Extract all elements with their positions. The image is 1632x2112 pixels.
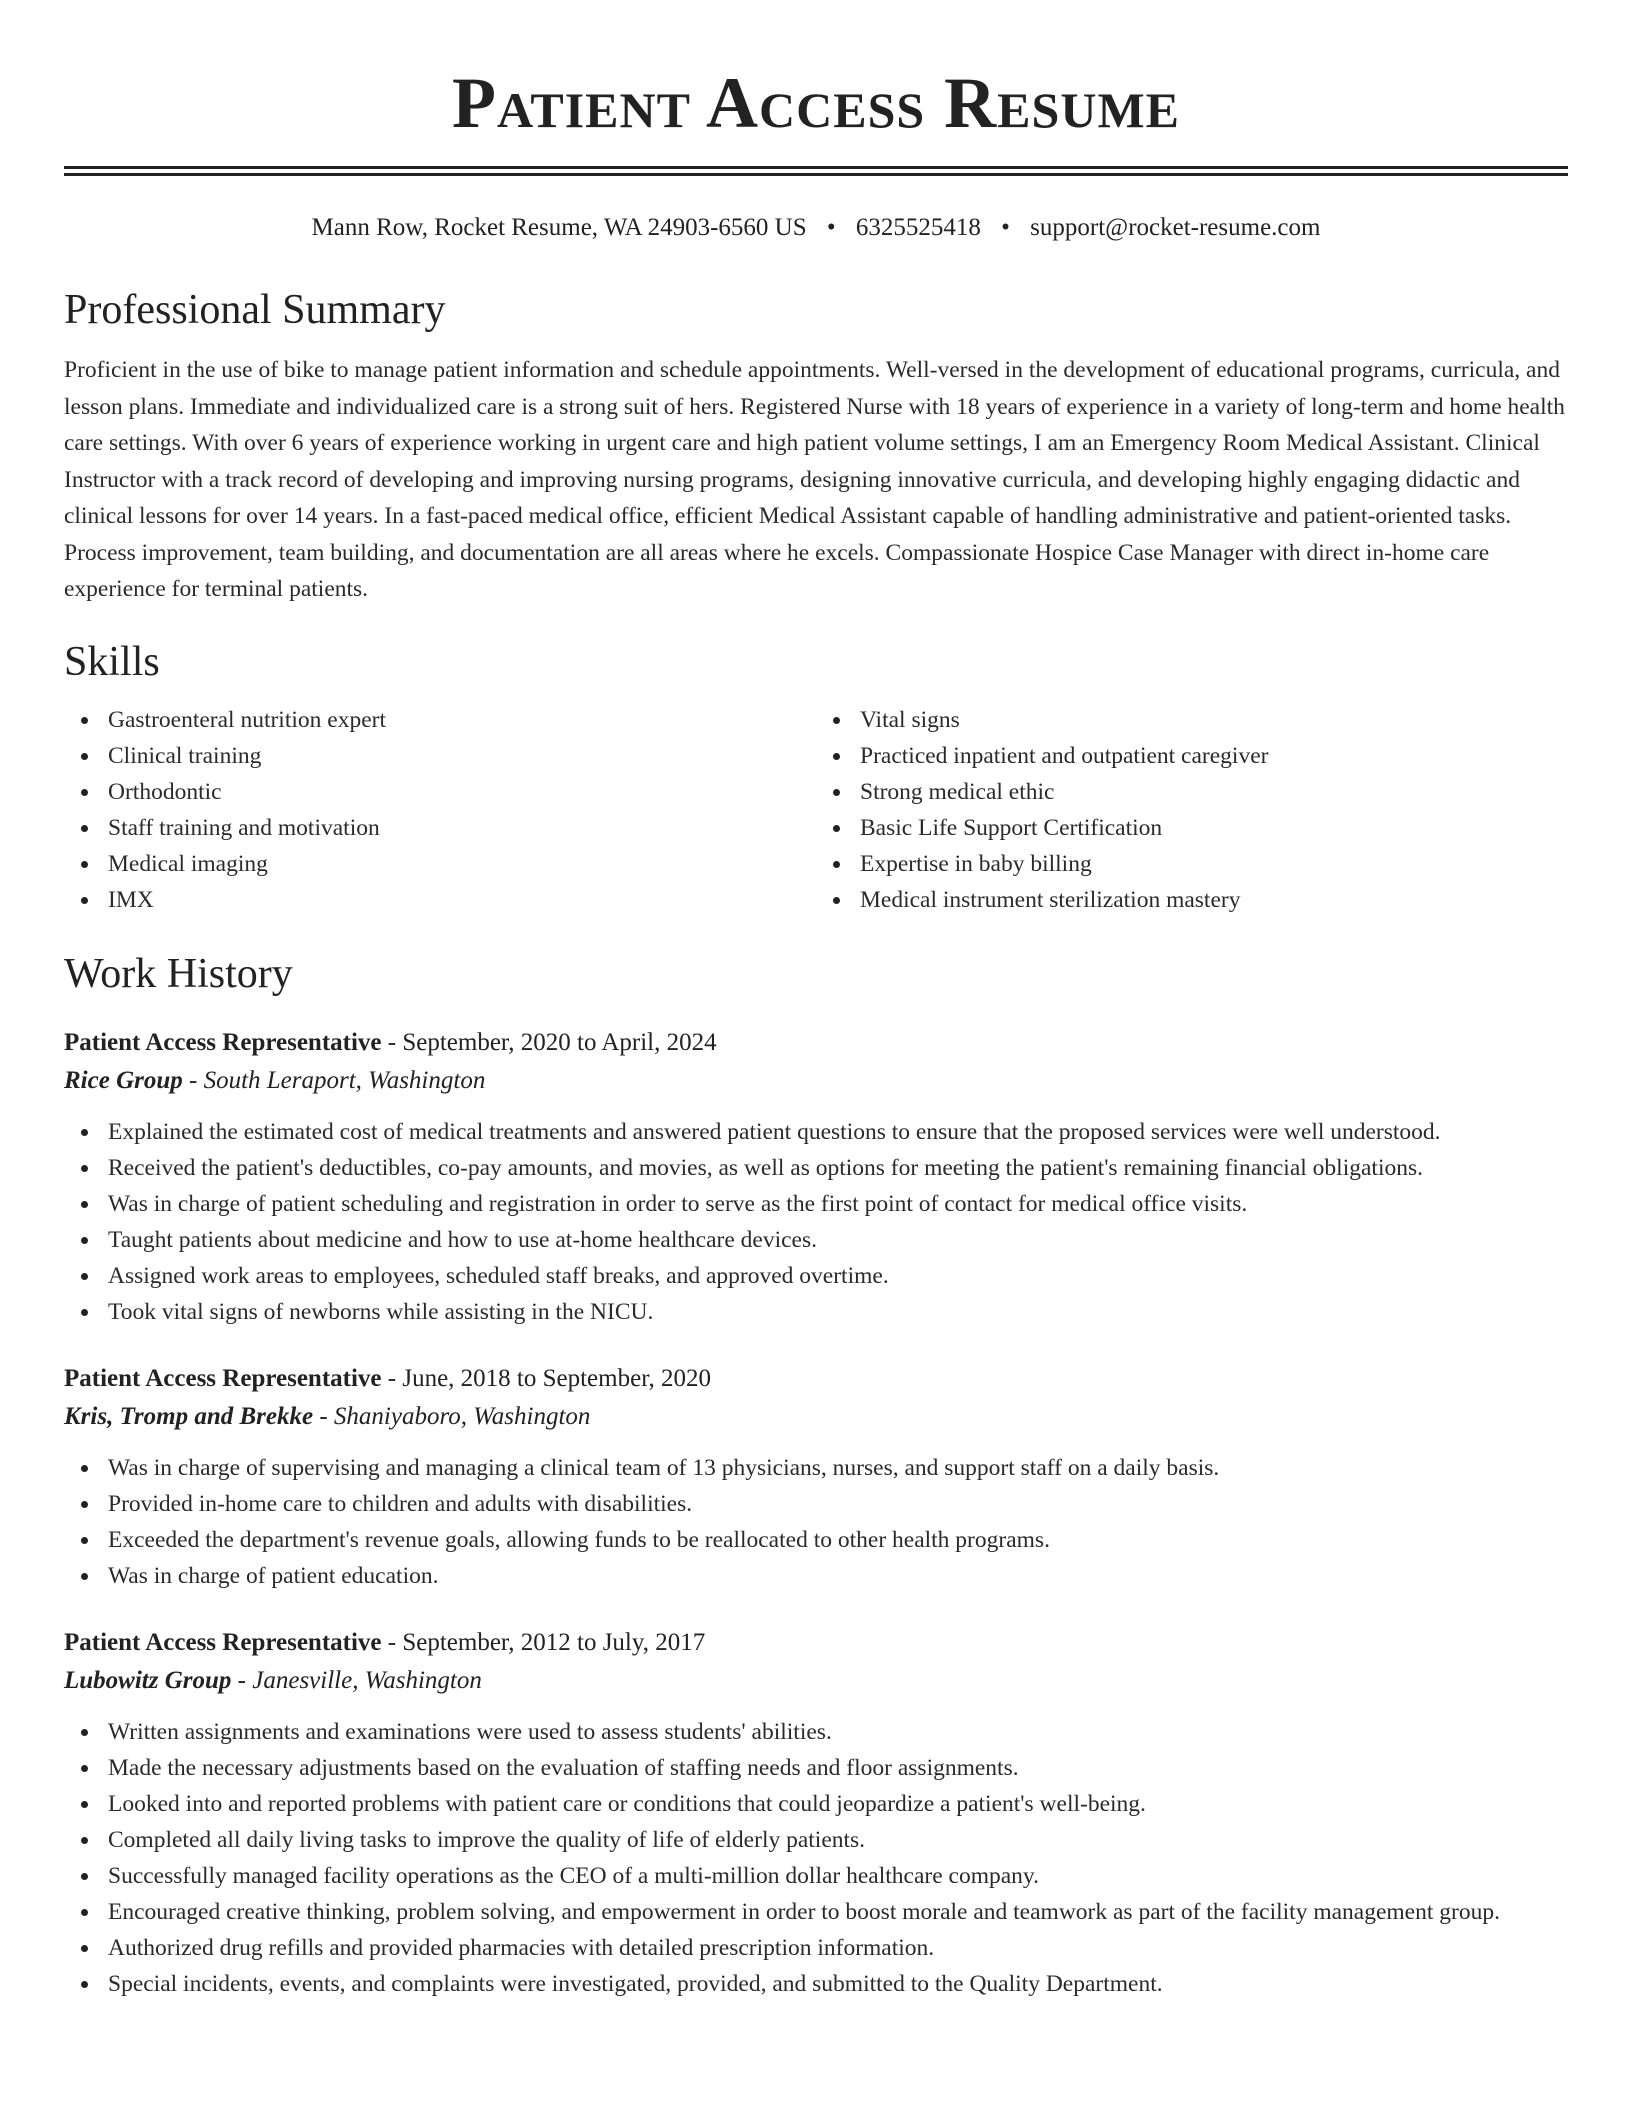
skill-item: Basic Life Support Certification (816, 810, 1568, 846)
skill-item: Medical imaging (64, 846, 816, 882)
employer-line (64, 1662, 1568, 1700)
job-bullet: Encouraged creative thinking, problem solving, and empowerment in order to boost morale and teamwork as part of the facility management group. (64, 1894, 1568, 1930)
job-bullet: Completed all daily living tasks to improve the quality of life of elderly patients. (64, 1822, 1568, 1858)
employer-name: Lubowitz Group (64, 1666, 232, 1694)
job-bullets (64, 1450, 1568, 1594)
skill-item: Vital signs (816, 702, 1568, 738)
job-bullets (64, 1714, 1568, 2002)
job-bullet: Special incidents, events, and complaints were investigated, provided, and submitted to the Quality Department. (64, 1966, 1568, 2002)
employer-line (64, 1062, 1568, 1100)
job-bullet: Was in charge of patient scheduling and registration in order to serve as the first point of contact for medical office visits. (64, 1186, 1568, 1222)
contact-line (64, 212, 1568, 244)
job-bullet: Made the necessary adjustments based on the evaluation of staffing needs and floor assignments. (64, 1750, 1568, 1786)
resume-title: Patient Access Resume (451, 63, 1180, 143)
employer-line (64, 1398, 1568, 1436)
skills-columns (64, 702, 1568, 918)
skill-item: Strong medical ethic (816, 774, 1568, 810)
title-double-rule (64, 166, 1568, 176)
job-dates: - September, 2012 to July, 2017 (381, 1628, 706, 1656)
employer-location: - Janesville, Washington (231, 1666, 482, 1694)
job-bullet: Received the patient's deductibles, co-pay amounts, and movies, as well as options for meeting the patient's remaining financial obligations. (64, 1150, 1568, 1186)
job-title-line (64, 1360, 1568, 1398)
summary-text: Proficient in the use of bike to manage patient information and schedule appointments. Well-versed in the development of educational programs, curricula, and lesson plans. Immediate and individualized care is a strong suit of hers. Registered Nurse with 18 years of experience in a variety of long-term and home health care settings. With over 6 years of experience working in urgent care and high patient volume settings, I am an Emergency Room Medical Assistant. Clinical Instructor with a track record of developing and improving nursing programs, designing innovative curricula, and developing highly engaging didactic and clinical lessons for over 14 years. In a fast-paced medical office, efficient Medical Assistant capable of handling administrative and patient-oriented tasks. Process improvement, team building, and documentation are all areas where he excels. Compassionate Hospice Case Manager with direct in-home care experience for terminal patients. (64, 357, 1565, 602)
skills-left-list (64, 702, 816, 918)
skill-item: Practiced inpatient and outpatient caregiver (816, 738, 1568, 774)
job-entry (64, 1360, 1568, 1594)
job-bullet: Assigned work areas to employees, scheduled staff breaks, and approved overtime. (64, 1258, 1568, 1294)
employer-location: - Shaniyaboro, Washington (313, 1402, 591, 1430)
contact-separator: • (826, 214, 836, 241)
skill-item: Orthodontic (64, 774, 816, 810)
job-title: Patient Access Representative (64, 1628, 382, 1656)
contact-separator: • (1001, 214, 1010, 241)
contact-email: support@rocket-resume.com (1030, 214, 1321, 241)
job-bullet: Exceeded the department's revenue goals, allowing funds to be reallocated to other health programs. (64, 1522, 1568, 1558)
employer-location: - South Leraport, Washington (182, 1066, 486, 1094)
job-title-line (64, 1024, 1568, 1062)
employer-name: Kris, Tromp and Brekke (64, 1402, 314, 1430)
skill-item: Staff training and motivation (64, 810, 816, 846)
job-title-line (64, 1624, 1568, 1662)
job-title: Patient Access Representative (64, 1028, 382, 1056)
job-bullet: Took vital signs of newborns while assisting in the NICU. (64, 1294, 1568, 1330)
job-entry (64, 1624, 1568, 2002)
job-bullet: Taught patients about medicine and how to use at-home healthcare devices. (64, 1222, 1568, 1258)
job-dates: - September, 2020 to April, 2024 (381, 1028, 717, 1056)
job-bullet: Successfully managed facility operations as the CEO of a multi-million dollar healthcare company. (64, 1858, 1568, 1894)
skills-right-list (816, 702, 1568, 918)
contact-address: Mann Row, Rocket Resume, WA 24903-6560 US (311, 214, 807, 241)
employer-name: Rice Group (64, 1066, 183, 1094)
skill-item: Expertise in baby billing (816, 846, 1568, 882)
skill-item: Clinical training (64, 738, 816, 774)
skill-item: Medical instrument sterilization mastery (816, 882, 1568, 918)
job-bullet: Looked into and reported problems with patient care or conditions that could jeopardize a patient's well-being. (64, 1786, 1568, 1822)
job-bullet: Provided in-home care to children and adults with disabilities. (64, 1486, 1568, 1522)
skill-item: Gastroenteral nutrition expert (64, 702, 816, 738)
skills-heading: Skills (64, 638, 160, 685)
work-history-heading: Work History (64, 950, 293, 997)
job-bullet: Was in charge of patient education. (64, 1558, 1568, 1594)
contact-phone: 6325525418 (855, 214, 981, 241)
job-bullet: Was in charge of supervising and managing a clinical team of 13 physicians, nurses, and support staff on a daily basis. (64, 1450, 1568, 1486)
job-entry (64, 1024, 1568, 1330)
job-title: Patient Access Representative (64, 1364, 382, 1392)
job-dates: - June, 2018 to September, 2020 (381, 1364, 712, 1392)
job-bullets (64, 1114, 1568, 1330)
job-bullet: Explained the estimated cost of medical treatments and answered patient questions to ensure that the proposed services were well understood. (64, 1114, 1568, 1150)
skill-item: IMX (64, 882, 816, 918)
job-bullet: Authorized drug refills and provided pharmacies with detailed prescription information. (64, 1930, 1568, 1966)
job-bullet: Written assignments and examinations were used to assess students' abilities. (64, 1714, 1568, 1750)
summary-heading: Professional Summary (64, 287, 446, 333)
